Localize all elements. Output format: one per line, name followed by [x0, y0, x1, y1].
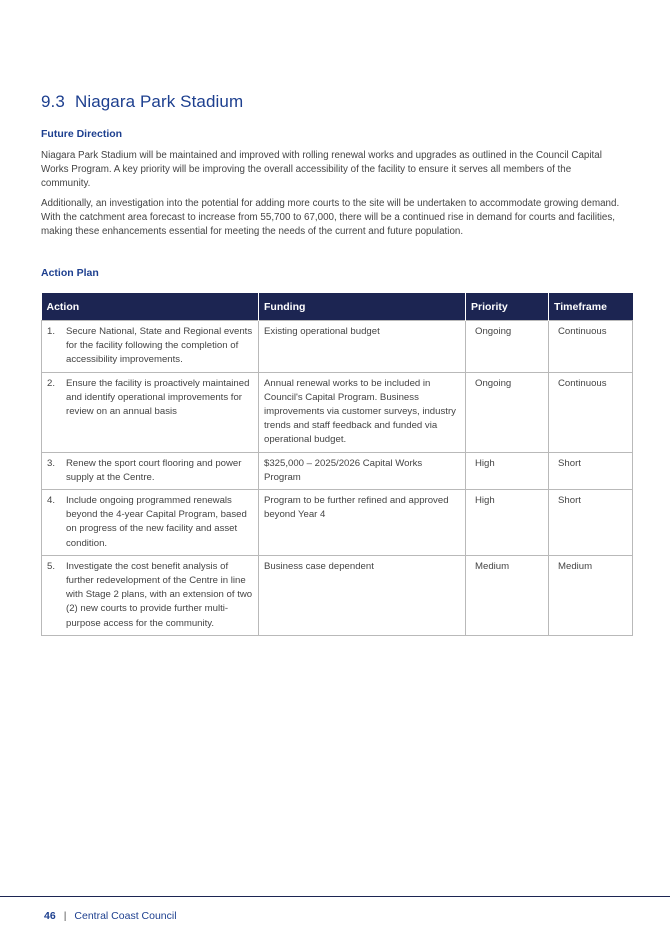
future-direction-heading: Future Direction	[41, 128, 123, 140]
future-direction-paragraph-2: Additionally, an investigation into the potential for adding more courts to the site will be undertaken to accommodate growing demand. With the catchment area forecast to increase from 55,700 to 67,000, there will be a continued rise in demand for courts and facilities, making these enhancements essential for meeting the needs of the current and future population.	[41, 198, 620, 238]
footer-organisation: Central Coast Council	[74, 910, 177, 922]
action-plan-table	[41, 293, 633, 636]
action-cell	[42, 372, 259, 452]
table-row	[42, 452, 633, 489]
table-header-row	[42, 293, 633, 321]
row-number: 5.	[47, 560, 56, 572]
row-number: 2.	[47, 377, 56, 389]
action-plan-heading: Action Plan	[41, 267, 99, 279]
timeframe-cell: Continuous	[549, 321, 633, 373]
action-cell	[42, 555, 259, 635]
table-row	[42, 321, 633, 373]
action-text: Include ongoing programmed renewals beyond the 4-year Capital Program, based on progress of the new facility and asset condition.	[66, 495, 247, 549]
priority-cell: High	[466, 452, 549, 489]
priority-cell: Ongoing	[466, 321, 549, 373]
priority-cell: Ongoing	[466, 372, 549, 452]
column-header-funding: Funding	[259, 293, 466, 321]
action-text: Investigate the cost benefit analysis of further redevelopment of the Centre in line with Stage 2 plans, with an extension of two (2) new courts to provide further multi-purpose access for the community.	[66, 560, 253, 629]
column-header-priority: Priority	[466, 293, 549, 321]
row-number: 4.	[47, 495, 56, 507]
timeframe-cell: Medium	[549, 555, 633, 635]
page-footer	[44, 910, 177, 922]
funding-cell: Business case dependent	[259, 555, 466, 635]
footer-divider	[0, 896, 670, 897]
timeframe-cell: Continuous	[549, 372, 633, 452]
timeframe-cell: Short	[549, 490, 633, 556]
row-number: 3.	[47, 457, 56, 469]
table-row	[42, 372, 633, 452]
action-cell	[42, 452, 259, 489]
action-cell	[42, 490, 259, 556]
action-text: Secure National, State and Regional events for the facility following the completion of accessibility improvements.	[66, 326, 253, 366]
funding-cell: Existing operational budget	[259, 321, 466, 373]
table-row	[42, 490, 633, 556]
section-number: 9.3	[41, 92, 65, 111]
priority-cell: High	[466, 490, 549, 556]
row-number: 1.	[47, 326, 56, 337]
future-direction-paragraph-1: Niagara Park Stadium will be maintained and improved with rolling renewal works and upgrades as outlined in the Council Capital Works Program. A key priority will be improving the overall accessibility of the facility to ensure it serves all members of the community.	[41, 150, 602, 190]
funding-cell: $325,000 – 2025/2026 Capital Works Program	[259, 452, 466, 489]
action-cell	[42, 321, 259, 373]
section-title: Niagara Park Stadium	[74, 92, 244, 111]
section-heading	[41, 92, 243, 112]
column-header-timeframe: Timeframe	[549, 293, 633, 321]
column-header-action: Action	[42, 293, 259, 321]
action-text: Ensure the facility is proactively maintained and identify operational improvements for review on an annual basis	[66, 377, 250, 418]
funding-cell: Program to be further refined and approved beyond Year 4	[259, 490, 466, 556]
timeframe-cell: Short	[549, 452, 633, 489]
action-text: Renew the sport court flooring and power supply at the Centre.	[66, 457, 242, 483]
footer-separator: |	[63, 910, 67, 922]
page-number: 46	[44, 910, 56, 922]
funding-cell: Annual renewal works to be included in Council's Capital Program. Business improvements via customer surveys, industry trends and staff feedback and funded via operational budget.	[259, 372, 466, 452]
table-row	[42, 555, 633, 635]
priority-cell: Medium	[466, 555, 549, 635]
